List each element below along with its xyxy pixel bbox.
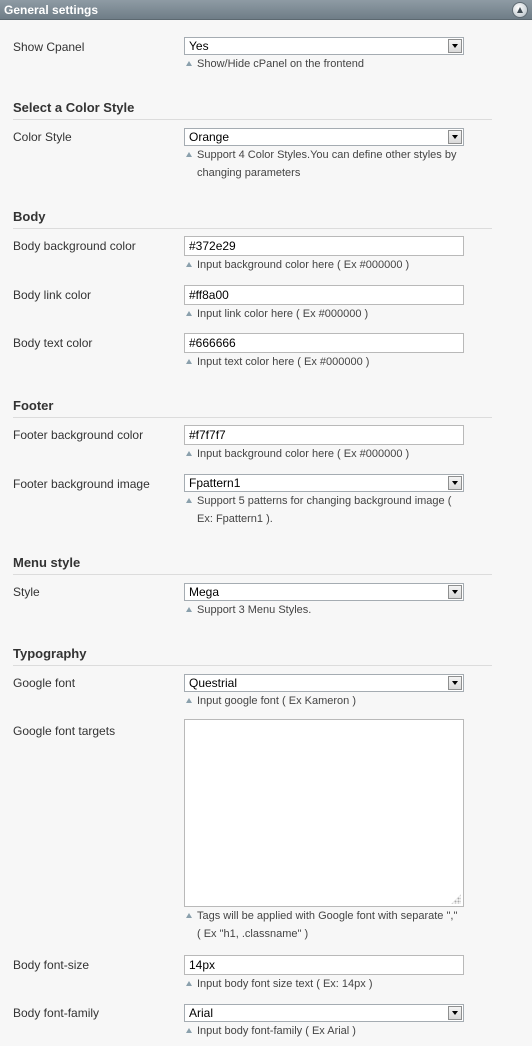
body-text-hint: Input text color here ( Ex #000000 ) bbox=[184, 353, 484, 371]
section-menu-style: Menu style bbox=[13, 555, 492, 575]
google-targets-textarea[interactable] bbox=[184, 719, 464, 907]
collapse-up-icon bbox=[517, 7, 523, 13]
hint-triangle-icon bbox=[186, 498, 192, 503]
color-style-label: Color Style bbox=[13, 130, 72, 144]
menu-style-select[interactable] bbox=[184, 583, 464, 601]
panel-title: General settings bbox=[4, 3, 99, 17]
body-link-input[interactable]: #ff8a00 bbox=[184, 285, 464, 305]
hint-triangle-icon bbox=[186, 913, 192, 918]
footer-bg-label: Footer background color bbox=[13, 428, 144, 442]
hint-triangle-icon bbox=[186, 981, 192, 986]
font-family-value: Arial bbox=[189, 1006, 214, 1020]
chevron-down-icon[interactable] bbox=[448, 39, 462, 53]
chevron-down-icon[interactable] bbox=[448, 130, 462, 144]
body-bg-input[interactable]: #372e29 bbox=[184, 236, 464, 256]
color-style-value: Orange bbox=[189, 130, 230, 144]
hint-triangle-icon bbox=[186, 311, 192, 316]
hint-triangle-icon bbox=[186, 451, 192, 456]
google-targets-hint: Tags will be applied with Google font with separate "," ( Ex "h1, .classname" ) bbox=[184, 907, 484, 943]
section-footer: Footer bbox=[13, 398, 492, 418]
footer-img-value: Fpattern1 bbox=[189, 476, 241, 490]
hint-triangle-icon bbox=[186, 698, 192, 703]
font-family-hint: Input body font-family ( Ex Arial ) bbox=[184, 1022, 484, 1040]
chevron-down-icon[interactable] bbox=[448, 676, 462, 690]
hint-triangle-icon bbox=[186, 607, 192, 612]
body-link-label: Body link color bbox=[13, 288, 92, 302]
hint-triangle-icon bbox=[186, 152, 192, 157]
resize-grip-icon[interactable] bbox=[451, 894, 461, 904]
font-size-hint: Input body font size text ( Ex: 14px ) bbox=[184, 975, 484, 993]
footer-img-select[interactable] bbox=[184, 474, 464, 492]
google-font-hint: Input google font ( Ex Kameron ) bbox=[184, 692, 484, 710]
google-font-label: Google font bbox=[13, 676, 76, 690]
chevron-down-icon[interactable] bbox=[448, 585, 462, 599]
google-font-value: Questrial bbox=[189, 676, 238, 690]
section-typography: Typography bbox=[13, 646, 492, 666]
footer-bg-input[interactable]: #f7f7f7 bbox=[184, 425, 464, 445]
footer-img-label: Footer background image bbox=[13, 477, 150, 491]
font-family-label: Body font-family bbox=[13, 1006, 100, 1020]
font-size-label: Body font-size bbox=[13, 958, 90, 972]
color-style-select[interactable] bbox=[184, 128, 464, 146]
footer-bg-hint: Input background color here ( Ex #000000 ) bbox=[184, 445, 484, 463]
menu-style-value: Mega bbox=[189, 585, 220, 599]
body-bg-hint: Input background color here ( Ex #000000 ) bbox=[184, 256, 484, 274]
body-link-hint: Input link color here ( Ex #000000 ) bbox=[184, 305, 484, 323]
chevron-down-icon[interactable] bbox=[448, 1006, 462, 1020]
hint-triangle-icon bbox=[186, 262, 192, 267]
section-body: Body bbox=[13, 209, 492, 229]
font-family-select[interactable] bbox=[184, 1004, 464, 1022]
chevron-down-icon[interactable] bbox=[448, 476, 462, 490]
hint-triangle-icon bbox=[186, 1028, 192, 1033]
font-size-input[interactable]: 14px bbox=[184, 955, 464, 975]
body-bg-label: Body background color bbox=[13, 239, 136, 253]
hint-triangle-icon bbox=[186, 61, 192, 66]
show-cpanel-value: Yes bbox=[189, 39, 209, 53]
show-cpanel-select[interactable] bbox=[184, 37, 464, 55]
show-cpanel-hint: Show/Hide cPanel on the frontend bbox=[184, 55, 484, 73]
footer-img-hint: Support 5 patterns for changing background image ( Ex: Fpattern1 ). bbox=[184, 492, 484, 528]
menu-style-hint: Support 3 Menu Styles. bbox=[184, 601, 484, 619]
menu-style-label: Style bbox=[13, 585, 40, 599]
collapse-button[interactable] bbox=[512, 2, 528, 18]
google-font-select[interactable] bbox=[184, 674, 464, 692]
panel-header[interactable] bbox=[0, 0, 532, 20]
show-cpanel-label: Show Cpanel bbox=[13, 40, 85, 54]
hint-triangle-icon bbox=[186, 359, 192, 364]
body-text-label: Body text color bbox=[13, 336, 93, 350]
color-style-hint: Support 4 Color Styles.You can define other styles by changing parameters bbox=[184, 146, 484, 182]
section-color-style: Select a Color Style bbox=[13, 100, 492, 120]
body-text-input[interactable]: #666666 bbox=[184, 333, 464, 353]
google-targets-label: Google font targets bbox=[13, 724, 116, 738]
